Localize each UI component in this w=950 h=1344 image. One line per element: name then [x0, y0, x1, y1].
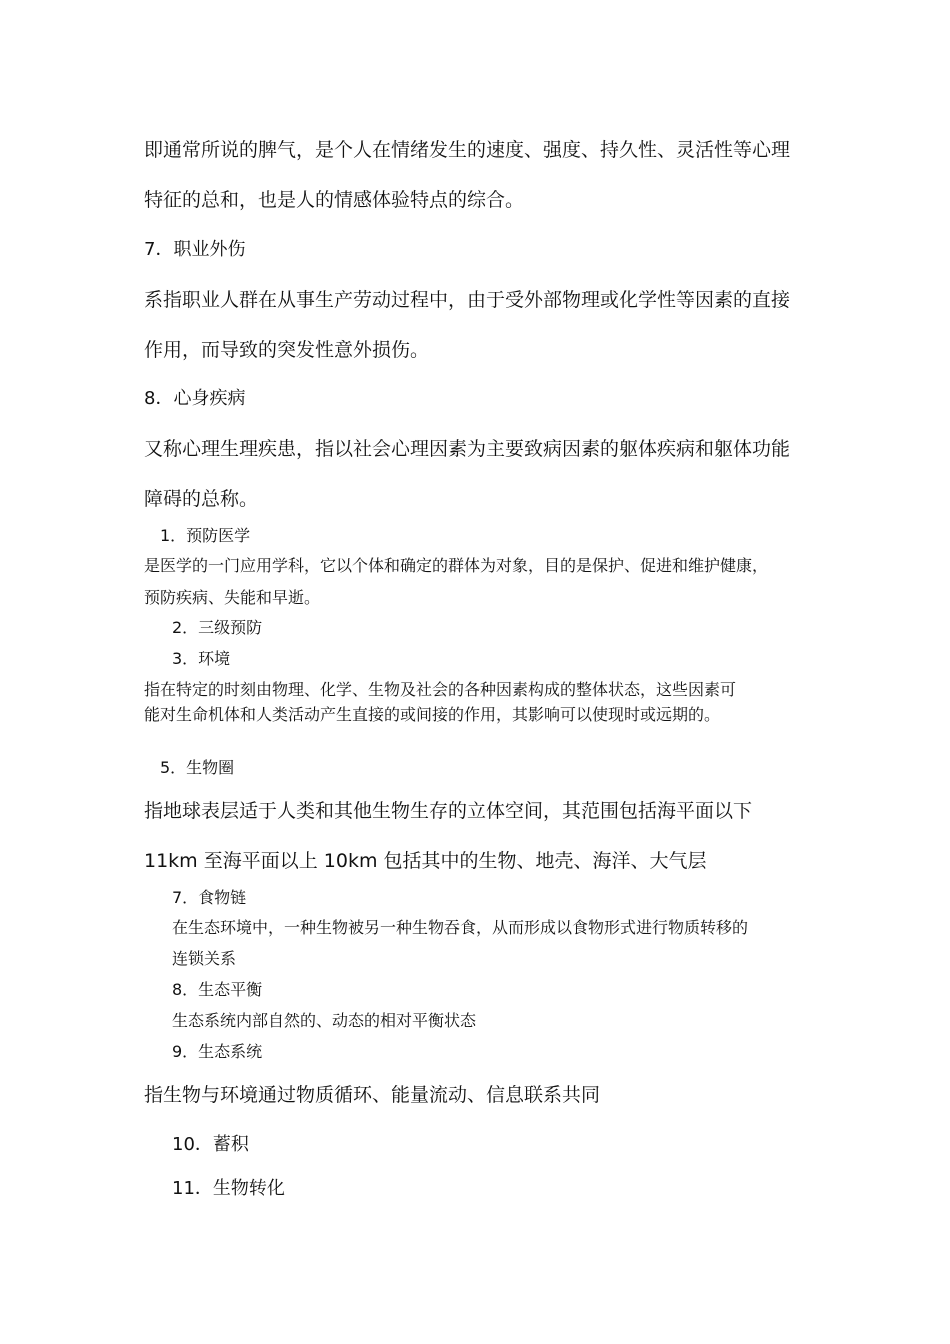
paragraph-line: 特征的总和，也是人的情感体验特点的综合。	[144, 189, 525, 211]
paragraph-line: 系指职业人群在从事生产劳动过程中，由于受外部物理或化学性等因素的直接	[144, 289, 791, 311]
paragraph-line: 能对生命机体和人类活动产生直接的或间接的作用，其影响可以使现时或远期的。	[144, 705, 721, 724]
term-heading: 10．蓄积	[172, 1134, 249, 1155]
paragraph-line: 是医学的一门应用学科，它以个体和确定的群体为对象，目的是保护、促进和维护健康，	[144, 556, 769, 575]
term-heading: 5．生物圈	[160, 758, 235, 777]
term-heading: 7．食物链	[172, 888, 247, 907]
paragraph-line: 预防疾病、失能和早逝。	[144, 588, 321, 607]
paragraph-line: 生态系统内部自然的、动态的相对平衡状态	[172, 1011, 477, 1030]
paragraph-line: 指生物与环境通过物质循环、能量流动、信息联系共同	[144, 1084, 601, 1106]
paragraph-line: 11km 至海平面以上 10km 包括其中的生物、地壳、海洋、大气层	[144, 850, 707, 872]
term-heading: 8．心身疾病	[144, 388, 246, 409]
paragraph-line: 即通常所说的脾气，是个人在情绪发生的速度、强度、持久性、灵活性等心理	[144, 139, 791, 161]
term-heading: 2．三级预防	[172, 618, 263, 637]
term-heading: 11．生物转化	[172, 1178, 285, 1199]
paragraph-line: 又称心理生理疾患，指以社会心理因素为主要致病因素的躯体疾病和躯体功能	[144, 438, 791, 460]
paragraph-line: 连锁关系	[172, 949, 237, 968]
paragraph-line: 指在特定的时刻由物理、化学、生物及社会的各种因素构成的整体状态，这些因素可	[144, 680, 737, 699]
paragraph-line: 在生态环境中，一种生物被另一种生物吞食，从而形成以食物形式进行物质转移的	[172, 918, 749, 937]
term-heading: 1．预防医学	[160, 526, 251, 545]
term-heading: 9．生态系统	[172, 1042, 263, 1061]
paragraph-line: 障碍的总称。	[144, 488, 259, 510]
paragraph-line: 指地球表层适于人类和其他生物生存的立体空间，其范围包括海平面以下	[144, 800, 753, 822]
term-heading: 3．环境	[172, 649, 231, 668]
paragraph-line: 作用，而导致的突发性意外损伤。	[144, 339, 430, 361]
term-heading: 8．生态平衡	[172, 980, 263, 999]
term-heading: 7．职业外伤	[144, 239, 246, 260]
